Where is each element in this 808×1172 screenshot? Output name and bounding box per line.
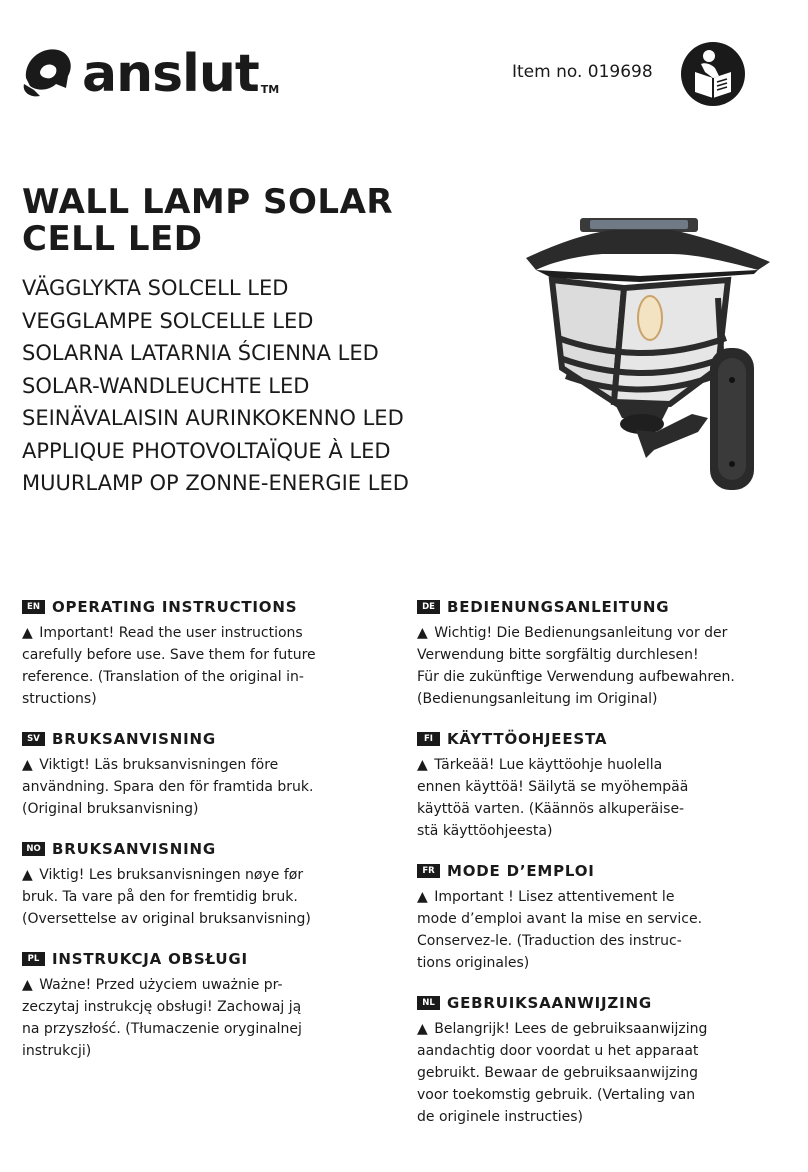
translated-title-de: SOLAR-WANDLEUCHTE LED xyxy=(22,373,310,398)
body-text: Belangrijk! Lees de gebruiksaanwijzing xyxy=(434,1021,708,1037)
section-fi xyxy=(417,730,787,842)
body-line: gebruikt. Bewaar de gebruiksaanwijzing xyxy=(417,1065,698,1081)
section-pl xyxy=(22,950,392,1062)
header xyxy=(0,0,808,120)
body-line: structions) xyxy=(22,691,97,707)
section-title: MODE D’EMPLOI xyxy=(447,862,595,880)
language-badge: FR xyxy=(417,864,440,878)
warning-triangle-icon: ▲ xyxy=(417,889,428,905)
language-badge: NO xyxy=(22,842,45,856)
section-heading xyxy=(22,840,392,858)
section-heading xyxy=(22,730,392,748)
section-heading xyxy=(22,950,392,968)
product-title xyxy=(22,184,393,258)
warning-triangle-icon: ▲ xyxy=(22,625,33,641)
body-line: Verwendung bitte sorgfältig durchlesen! xyxy=(417,647,699,663)
product-title-line-1: WALL LAMP SOLAR xyxy=(22,182,394,222)
section-heading xyxy=(417,598,787,616)
body-line: mode d’emploi avant la mise en service. xyxy=(417,911,703,927)
body-line xyxy=(22,622,392,644)
instructions-column-left xyxy=(22,598,392,1082)
section-en xyxy=(22,598,392,710)
item-number: Item no. 019698 xyxy=(512,62,653,82)
translated-title-fr: APPLIQUE PHOTOVOLTAÏQUE À LED xyxy=(22,438,391,463)
body-line: carefully before use. Save them for future xyxy=(22,647,316,663)
body-line: voor toekomstig gebruik. (Vertaling van xyxy=(417,1087,696,1103)
body-line xyxy=(22,864,392,886)
translated-title-pl: SOLARNA LATARNIA ŚCIENNA LED xyxy=(22,341,379,365)
section-fr xyxy=(417,862,787,974)
section-heading xyxy=(417,994,787,1012)
body-line xyxy=(417,754,787,776)
brand-logo xyxy=(20,38,280,104)
section-de xyxy=(417,598,787,710)
body-line: (Bedienungsanleitung im Original) xyxy=(417,691,658,707)
body-line xyxy=(22,974,392,996)
section-body xyxy=(22,754,392,820)
read-manual-icon xyxy=(681,42,745,106)
section-title: KÄYTTÖOHJEESTA xyxy=(447,730,608,748)
section-title: OPERATING INSTRUCTIONS xyxy=(52,598,298,616)
language-badge: FI xyxy=(417,732,440,746)
section-body xyxy=(22,974,392,1062)
translated-titles xyxy=(22,272,409,500)
section-title: BEDIENUNGSANLEITUNG xyxy=(447,598,670,616)
body-line: ennen käyttöä! Säilytä se myöhempää xyxy=(417,779,689,795)
body-line xyxy=(22,754,392,776)
translated-title-sv: VÄGGLYKTA SOLCELL LED xyxy=(22,276,289,300)
section-nl xyxy=(417,994,787,1128)
warning-triangle-icon: ▲ xyxy=(22,867,33,883)
product-image xyxy=(522,218,792,494)
language-badge: NL xyxy=(417,996,440,1010)
body-line: stä käyttöohjeesta) xyxy=(417,823,553,839)
section-heading xyxy=(417,730,787,748)
body-text: Important! Read the user instructions xyxy=(39,625,303,641)
body-line: instrukcji) xyxy=(22,1043,92,1059)
brand-name: anslut xyxy=(82,44,259,104)
brand-mark-icon xyxy=(20,38,78,100)
body-line: de originele instructies) xyxy=(417,1109,583,1125)
body-line: käyttöä varten. (Käännös alkuperäise- xyxy=(417,801,685,817)
section-body xyxy=(417,622,787,710)
body-line xyxy=(417,1018,787,1040)
body-line: användning. Spara den för framtida bruk. xyxy=(22,779,314,795)
section-heading xyxy=(22,598,392,616)
body-text: Tärkeää! Lue käyttöohje huolella xyxy=(434,757,663,773)
language-badge: SV xyxy=(22,732,45,746)
body-text: Viktig! Les bruksanvisningen nøye før xyxy=(39,867,304,883)
warning-triangle-icon: ▲ xyxy=(22,977,33,993)
body-text: Viktigt! Läs bruksanvisningen före xyxy=(39,757,279,773)
body-line: (Oversettelse av original bruksanvisning) xyxy=(22,911,311,927)
body-text: Ważne! Przed użyciem uważnie pr- xyxy=(39,977,283,993)
section-sv xyxy=(22,730,392,820)
translated-title-no: VEGGLAMPE SOLCELLE LED xyxy=(22,308,314,333)
warning-triangle-icon: ▲ xyxy=(417,625,428,641)
warning-triangle-icon: ▲ xyxy=(417,1021,428,1037)
body-line: Conservez-le. (Traduction des instruc- xyxy=(417,933,682,949)
body-line xyxy=(417,622,787,644)
body-line: Für die zukünftige Verwendung aufbewahren. xyxy=(417,669,735,685)
instructions-column-right xyxy=(417,598,787,1148)
body-text: Wichtig! Die Bedienungsanleitung vor der xyxy=(434,625,728,641)
body-line: aandachtig door voordat u het apparaat xyxy=(417,1043,699,1059)
body-line: bruk. Ta vare på den for fremtidig bruk. xyxy=(22,889,298,905)
language-badge: EN xyxy=(22,600,45,614)
body-line: (Original bruksanvisning) xyxy=(22,801,199,817)
body-line: na przyszłość. (Tłumaczenie oryginalnej xyxy=(22,1021,302,1037)
section-body xyxy=(22,622,392,710)
body-line: reference. (Translation of the original in- xyxy=(22,669,304,685)
product-title-line-2: CELL LED xyxy=(22,219,203,259)
section-body xyxy=(417,1018,787,1128)
translated-title-fi: SEINÄVALAISIN AURINKOKENNO LED xyxy=(22,406,404,430)
section-body xyxy=(417,886,787,974)
body-line: tions originales) xyxy=(417,955,530,971)
warning-triangle-icon: ▲ xyxy=(22,757,33,773)
warning-triangle-icon: ▲ xyxy=(417,757,428,773)
section-heading xyxy=(417,862,787,880)
translated-title-nl: MUURLAMP OP ZONNE-ENERGIE LED xyxy=(22,471,409,495)
section-body xyxy=(22,864,392,930)
section-body xyxy=(417,754,787,842)
section-title: BRUKSANVISNING xyxy=(52,840,216,858)
section-title: GEBRUIKSAANWIJZING xyxy=(447,994,652,1012)
language-badge: PL xyxy=(22,952,45,966)
section-no xyxy=(22,840,392,930)
trademark: TM xyxy=(260,83,280,96)
section-title: BRUKSANVISNING xyxy=(52,730,216,748)
language-badge: DE xyxy=(417,600,440,614)
section-title: INSTRUKCJA OBSŁUGI xyxy=(52,950,248,968)
body-text: Important ! Lisez attentivement le xyxy=(434,889,675,905)
body-line xyxy=(417,886,787,908)
body-line: zeczytaj instrukcję obsługi! Zachowaj ją xyxy=(22,999,302,1015)
